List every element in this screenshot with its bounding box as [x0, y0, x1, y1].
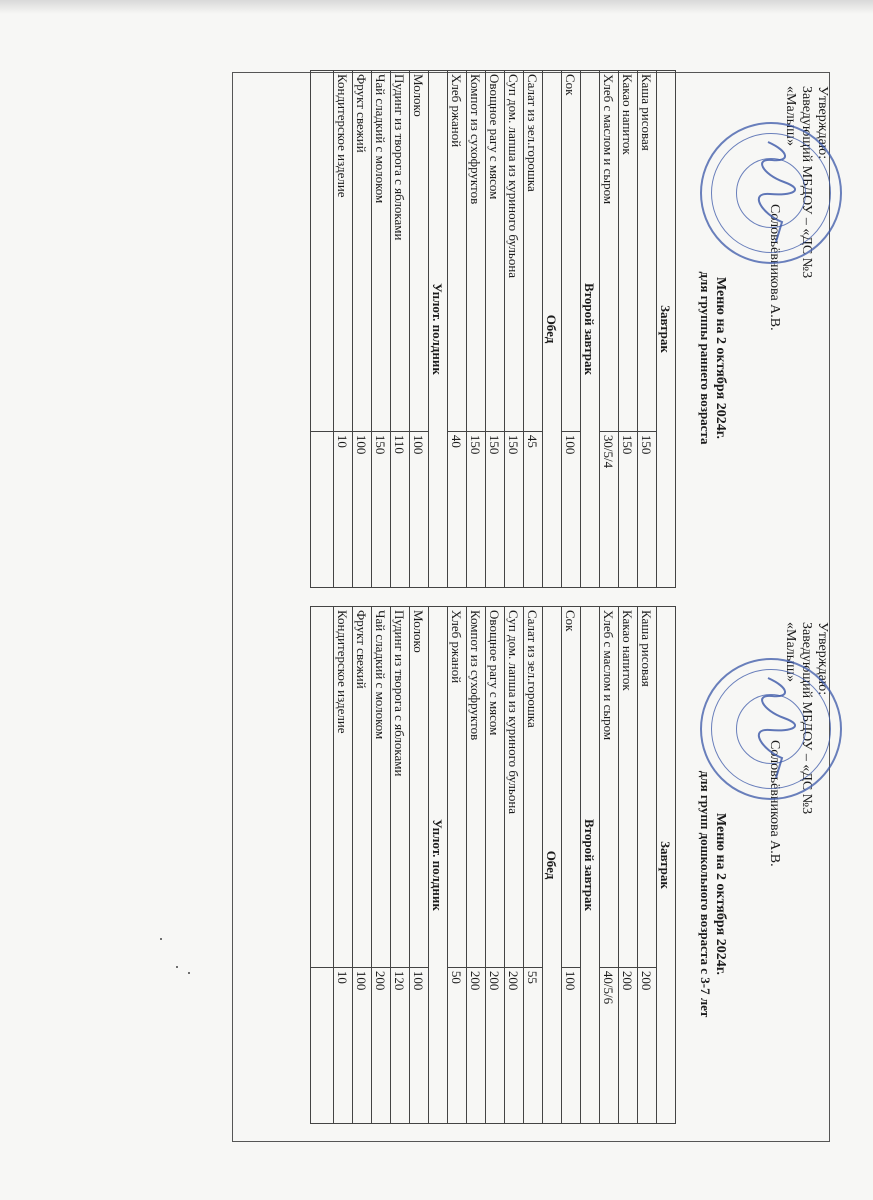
dish-name: Компот из сухофруктов: [467, 607, 486, 968]
dish-name: Каша рисовая: [638, 607, 657, 968]
dish-name: Молоко: [410, 71, 429, 432]
empty-cell: [311, 967, 334, 1123]
menu-subtitle: для групп дошкольного возраста с 3-7 лет: [698, 770, 713, 1018]
dish-qty: 55: [524, 967, 543, 1123]
table-row: [562, 607, 581, 1124]
empty-cell: [311, 607, 334, 968]
dish-qty: 150: [505, 431, 524, 587]
section-header: Завтрак: [657, 607, 676, 1124]
table-row: [448, 607, 467, 1124]
dish-name: Каша рисовая: [638, 71, 657, 432]
section-header-row: [429, 71, 448, 588]
signature-icon: [756, 674, 796, 784]
menu-panel-early-age: [236, 68, 836, 588]
dish-name: Суп дом. лапша из куриного бульона: [505, 71, 524, 432]
table-row: [619, 607, 638, 1124]
scan-speck: [188, 972, 190, 974]
dish-qty: 10: [334, 431, 353, 587]
table-row: [334, 607, 353, 1124]
table-row: [391, 71, 410, 588]
dish-qty: 100: [353, 431, 372, 587]
dish-qty: 10: [334, 967, 353, 1123]
table-row: [448, 71, 467, 588]
dish-name: Хлеб с маслом и сыром: [600, 71, 619, 432]
table-row: [410, 71, 429, 588]
approval-line: Утверждаю:: [815, 86, 830, 160]
table-row: [638, 71, 657, 588]
dish-name: Хлеб ржаной: [448, 607, 467, 968]
dish-qty: 150: [486, 431, 505, 587]
table-row: [524, 607, 543, 1124]
approval-line: Заведующий МБДОУ – «ДС №3: [799, 86, 814, 279]
table-row: [467, 71, 486, 588]
dish-qty: 150: [638, 431, 657, 587]
section-header: Обед: [543, 607, 562, 1124]
dish-name: Пудинг из творога с яблоками: [391, 607, 410, 968]
scan-speck: [160, 938, 162, 940]
section-header: Уплот. полдник: [429, 71, 448, 588]
dish-name: Хлеб ржаной: [448, 71, 467, 432]
signature-icon: [756, 138, 796, 248]
section-header: Обед: [543, 71, 562, 588]
approval-line: «Малыш»: [783, 622, 798, 682]
dish-name: Суп дом. лапша из куриного бульона: [505, 607, 524, 968]
table-row: [486, 71, 505, 588]
table-row: [467, 607, 486, 1124]
section-header-row: [657, 607, 676, 1124]
scan-edge: [0, 0, 873, 14]
table-row: [372, 71, 391, 588]
dish-name: Сок: [562, 71, 581, 432]
dish-qty: 100: [410, 967, 429, 1123]
table-row: [410, 607, 429, 1124]
dish-qty: 200: [486, 967, 505, 1123]
menu-table: [310, 606, 676, 1124]
dish-name: Какао напиток: [619, 607, 638, 968]
table-row: [524, 71, 543, 588]
dish-qty: 200: [467, 967, 486, 1123]
dish-name: Салат из зел.горошка: [524, 607, 543, 968]
menu-title: Меню на 2 октября 2024г.: [713, 812, 728, 976]
table-row: [505, 607, 524, 1124]
dish-name: Фрукт свежий: [353, 71, 372, 432]
table-row: [391, 607, 410, 1124]
empty-cell: [311, 71, 334, 432]
menu-table: [310, 70, 676, 588]
table-row: [619, 71, 638, 588]
dish-qty: 200: [619, 967, 638, 1123]
table-row: [638, 607, 657, 1124]
dish-qty: 200: [638, 967, 657, 1123]
approval-line: Утверждаю:: [815, 622, 830, 696]
dish-name: Кондитерское изделие: [334, 607, 353, 968]
dish-qty: 45: [524, 431, 543, 587]
dish-name: Фрукт свежий: [353, 607, 372, 968]
dish-name: Овощное рагу с мясом: [486, 71, 505, 432]
table-row: [353, 71, 372, 588]
table-row: [600, 71, 619, 588]
section-header: Второй завтрак: [581, 71, 600, 588]
section-header-row: [581, 607, 600, 1124]
dish-qty: 200: [505, 967, 524, 1123]
section-header-row: [657, 71, 676, 588]
dish-name: Молоко: [410, 607, 429, 968]
rotated-content: [236, 68, 836, 1138]
menu-heading: [698, 664, 728, 1124]
approval-line: «Малыш»: [783, 86, 798, 146]
dish-qty: 50: [448, 967, 467, 1123]
section-header-row: [581, 71, 600, 588]
dish-qty: 120: [391, 967, 410, 1123]
section-header: Завтрак: [657, 71, 676, 588]
dish-name: Овощное рагу с мясом: [486, 607, 505, 968]
menu-heading: [698, 128, 728, 588]
section-header-row: [429, 607, 448, 1124]
table-row: [600, 607, 619, 1124]
dish-qty: 100: [562, 431, 581, 587]
dish-name: Компот из сухофруктов: [467, 71, 486, 432]
section-header-row: [543, 71, 562, 588]
table-row: [505, 71, 524, 588]
dish-qty: 30/5/4: [600, 431, 619, 587]
dish-qty: 150: [372, 431, 391, 587]
dish-qty: 200: [372, 967, 391, 1123]
scan-speck: [176, 966, 178, 968]
empty-cell: [311, 431, 334, 587]
dish-qty: 40/5/6: [600, 967, 619, 1123]
dish-qty: 150: [467, 431, 486, 587]
approval-line: Заведующий МБДОУ – «ДС №3: [799, 622, 814, 815]
dish-qty: 40: [448, 431, 467, 587]
dish-qty: 110: [391, 431, 410, 587]
dish-name: Какао напиток: [619, 71, 638, 432]
empty-row: [311, 71, 334, 588]
dish-name: Пудинг из творога с яблоками: [391, 71, 410, 432]
dish-qty: 100: [410, 431, 429, 587]
dish-name: Сок: [562, 607, 581, 968]
table-row: [372, 607, 391, 1124]
dish-name: Чай сладкий с молоком: [372, 71, 391, 432]
section-header-row: [543, 607, 562, 1124]
table-row: [486, 607, 505, 1124]
approval-signatory: Соловьёвникова А.В.: [767, 740, 782, 867]
table-row: [334, 71, 353, 588]
dish-name: Кондитерское изделие: [334, 71, 353, 432]
menu-title: Меню на 2 октября 2024г.: [713, 276, 728, 440]
menu-subtitle: для группы раннего возраста: [698, 271, 713, 445]
dish-name: Салат из зел.горошка: [524, 71, 543, 432]
empty-row: [311, 607, 334, 1124]
dish-qty: 150: [619, 431, 638, 587]
dish-qty: 100: [353, 967, 372, 1123]
section-header: Уплот. полдник: [429, 607, 448, 1124]
dish-name: Чай сладкий с молоком: [372, 607, 391, 968]
table-row: [353, 607, 372, 1124]
approval-signatory: Соловьёвникова А.В.: [767, 204, 782, 331]
dish-name: Хлеб с маслом и сыром: [600, 607, 619, 968]
table-row: [562, 71, 581, 588]
menu-panel-preschool: [236, 604, 836, 1124]
section-header: Второй завтрак: [581, 607, 600, 1124]
dish-qty: 100: [562, 967, 581, 1123]
